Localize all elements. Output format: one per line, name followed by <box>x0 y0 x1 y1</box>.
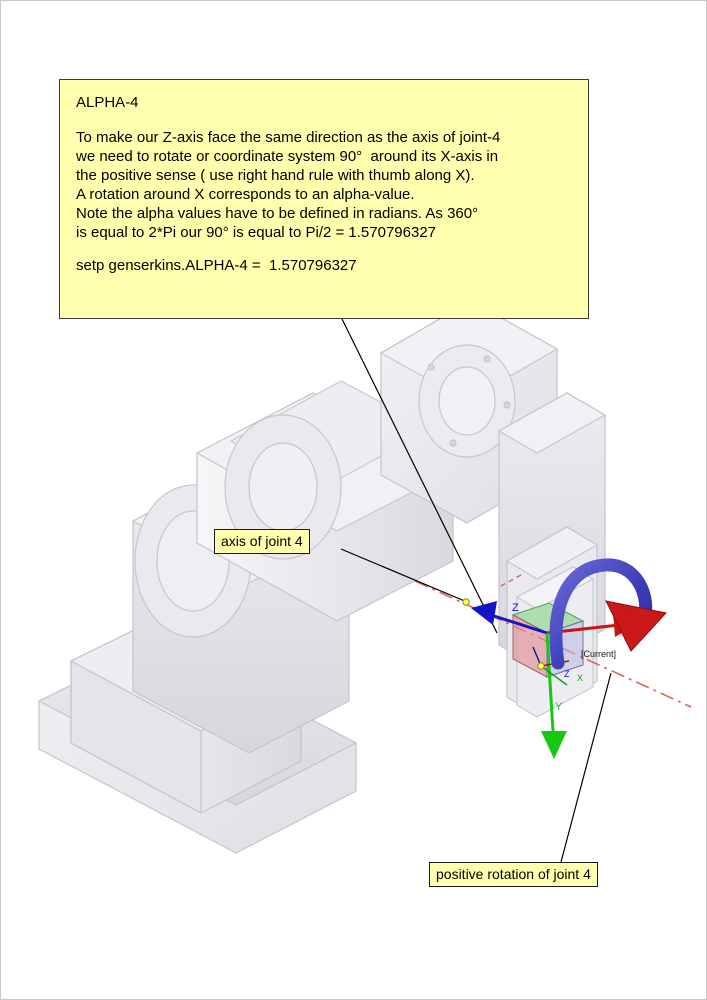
note-line-5: is equal to 2*Pi our 90° is equal to Pi/2 = 1.570796327 <box>76 224 437 241</box>
note-spacer <box>76 242 572 256</box>
note-command: setp genserkins.ALPHA-4 = 1.570796327 <box>76 257 357 274</box>
axis-label-x-small: X <box>577 673 584 683</box>
current-frame-marker: [Current] <box>581 649 617 659</box>
rotation-label-leader <box>561 673 611 862</box>
note-line-2: the positive sense ( use right hand rule with thumb along X). <box>76 167 475 184</box>
note-line-4: Note the alpha values have to be defined in radians. As 360° <box>76 205 479 222</box>
label-axis-of-joint-4: axis of joint 4 <box>214 529 310 554</box>
axis-label-z: Z <box>512 602 519 614</box>
note-line-1: we need to rotate or coordinate system 90° around its X-axis in <box>76 148 499 165</box>
note-line-3: A rotation around X corresponds to an alpha-value. <box>76 186 415 203</box>
axis-label-z-small: Z <box>564 669 570 679</box>
joint4-origin-dot <box>463 599 469 605</box>
label-positive-rotation-of-joint-4: positive rotation of joint 4 <box>429 862 598 887</box>
alpha4-note-box <box>59 79 589 319</box>
note-title: ALPHA-4 <box>76 94 139 111</box>
axis-label-y: Y <box>555 701 563 713</box>
note-line-0: To make our Z-axis face the same direction as the axis of joint-4 <box>76 129 501 146</box>
axis-label-x: X <box>623 606 631 618</box>
